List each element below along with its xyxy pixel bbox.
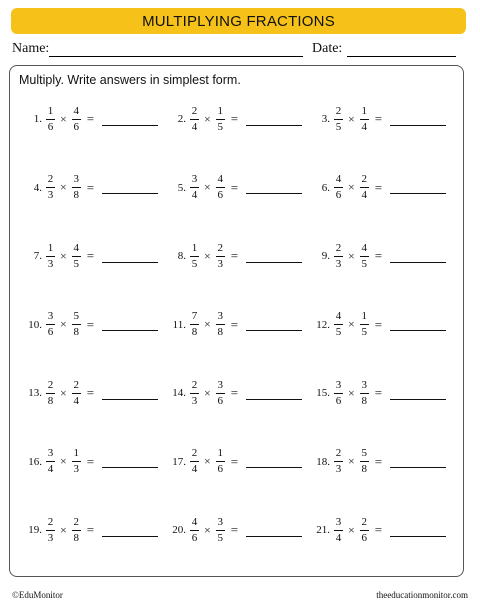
denominator: 5 bbox=[335, 326, 342, 338]
denominator: 8 bbox=[47, 394, 54, 407]
times-sign: × bbox=[60, 111, 67, 126]
equals-sign: = bbox=[230, 179, 239, 195]
fraction-bar bbox=[334, 256, 343, 257]
numerator: 1 bbox=[217, 104, 224, 117]
fraction-bar bbox=[72, 324, 81, 325]
fraction-b bbox=[72, 310, 81, 339]
denominator: 5 bbox=[217, 120, 224, 133]
equals-sign: = bbox=[230, 385, 239, 400]
fraction-b bbox=[216, 105, 225, 134]
fraction-a bbox=[46, 173, 55, 202]
problem-number: 5. bbox=[177, 181, 186, 194]
problem-item bbox=[166, 375, 302, 411]
name-label: Name: bbox=[12, 41, 50, 56]
denominator: 8 bbox=[73, 531, 80, 544]
times-sign: × bbox=[204, 317, 211, 331]
numerator: 3 bbox=[47, 447, 54, 459]
fraction-a bbox=[46, 105, 55, 134]
fraction-b bbox=[216, 310, 225, 339]
times-sign: × bbox=[204, 454, 211, 468]
answer-blank[interactable] bbox=[246, 125, 302, 126]
numerator: 3 bbox=[335, 515, 342, 528]
fraction-bar bbox=[216, 324, 225, 325]
fraction-bar bbox=[46, 461, 55, 462]
problem-item bbox=[166, 238, 302, 274]
equals-sign: = bbox=[374, 111, 383, 126]
denominator: 6 bbox=[47, 120, 54, 133]
problem-number: 17. bbox=[172, 455, 186, 468]
fraction-bar bbox=[190, 187, 199, 188]
fraction-a bbox=[190, 242, 199, 271]
problem-number: 2. bbox=[177, 113, 186, 125]
numerator: 2 bbox=[191, 378, 198, 391]
times-sign: × bbox=[204, 111, 211, 126]
problem-number: 7. bbox=[33, 250, 42, 262]
fraction-bar bbox=[72, 393, 81, 394]
fraction-bar bbox=[360, 119, 369, 120]
equals-sign: = bbox=[374, 179, 383, 195]
fraction-bar bbox=[190, 461, 199, 462]
fraction-bar bbox=[46, 393, 55, 394]
problem-number: 4. bbox=[33, 181, 42, 194]
answer-blank[interactable] bbox=[390, 193, 446, 194]
denominator: 3 bbox=[47, 257, 54, 270]
denominator: 4 bbox=[73, 394, 80, 407]
fraction-bar bbox=[46, 187, 55, 188]
fraction-bar bbox=[360, 530, 369, 531]
times-sign: × bbox=[204, 522, 211, 537]
numerator: 3 bbox=[361, 378, 368, 391]
denominator: 3 bbox=[73, 463, 80, 475]
numerator: 2 bbox=[73, 515, 80, 528]
numerator: 2 bbox=[361, 173, 368, 185]
problem-item bbox=[310, 444, 446, 480]
equals-sign: = bbox=[86, 385, 95, 400]
title-banner bbox=[11, 8, 466, 34]
problem-item bbox=[22, 238, 158, 274]
fraction-b bbox=[360, 105, 369, 134]
fraction-a bbox=[334, 447, 343, 476]
fraction-bar bbox=[190, 119, 199, 120]
instructions: Multiply. Write answers in simplest form. bbox=[19, 73, 241, 87]
problem-number: 11. bbox=[172, 318, 186, 331]
answer-blank[interactable] bbox=[246, 262, 302, 263]
equals-sign: = bbox=[230, 522, 239, 537]
fraction-bar bbox=[216, 461, 225, 462]
times-sign: × bbox=[348, 454, 355, 468]
problem-number: 12. bbox=[316, 318, 330, 331]
denominator: 4 bbox=[361, 189, 368, 201]
answer-blank[interactable] bbox=[390, 125, 446, 126]
numerator: 1 bbox=[47, 104, 54, 117]
numerator: 3 bbox=[191, 173, 198, 185]
equals-sign: = bbox=[86, 316, 95, 332]
numerator: 4 bbox=[73, 104, 80, 117]
denominator: 3 bbox=[217, 257, 224, 270]
fraction-bar bbox=[216, 119, 225, 120]
fraction-b bbox=[216, 516, 225, 545]
numerator: 5 bbox=[361, 447, 368, 459]
fraction-bar bbox=[334, 530, 343, 531]
equals-sign: = bbox=[86, 111, 95, 126]
problem-number: 19. bbox=[28, 524, 42, 536]
denominator: 8 bbox=[361, 394, 368, 407]
numerator: 4 bbox=[73, 241, 80, 254]
denominator: 6 bbox=[217, 189, 224, 201]
denominator: 6 bbox=[217, 463, 224, 475]
problem-item bbox=[166, 170, 302, 206]
fraction-bar bbox=[216, 187, 225, 188]
problem-number: 9. bbox=[321, 250, 330, 262]
times-sign: × bbox=[348, 522, 355, 537]
answer-blank[interactable] bbox=[246, 536, 302, 537]
numerator: 2 bbox=[361, 515, 368, 528]
problem-number: 20. bbox=[172, 524, 186, 536]
problem-item bbox=[166, 101, 302, 137]
problem-number: 21. bbox=[316, 524, 330, 536]
times-sign: × bbox=[348, 111, 355, 126]
answer-blank[interactable] bbox=[390, 536, 446, 537]
numerator: 1 bbox=[47, 241, 54, 254]
answer-blank[interactable] bbox=[102, 125, 158, 126]
answer-blank[interactable] bbox=[102, 536, 158, 537]
denominator: 6 bbox=[217, 394, 224, 407]
denominator: 6 bbox=[191, 531, 198, 544]
numerator: 4 bbox=[335, 173, 342, 185]
answer-blank[interactable] bbox=[390, 467, 446, 468]
answer-blank[interactable] bbox=[390, 262, 446, 263]
fraction-a bbox=[46, 447, 55, 476]
date-field-line[interactable] bbox=[347, 56, 456, 57]
denominator: 5 bbox=[191, 257, 198, 270]
denominator: 5 bbox=[361, 257, 368, 270]
problem-item bbox=[310, 170, 446, 206]
fraction-bar bbox=[190, 256, 199, 257]
fraction-a bbox=[46, 310, 55, 339]
fraction-bar bbox=[46, 119, 55, 120]
times-sign: × bbox=[60, 454, 67, 468]
denominator: 3 bbox=[47, 531, 54, 544]
numerator: 2 bbox=[47, 515, 54, 528]
equals-sign: = bbox=[374, 316, 383, 332]
denominator: 6 bbox=[335, 394, 342, 407]
problem-item bbox=[310, 512, 446, 548]
fraction-b bbox=[72, 173, 81, 202]
fraction-a bbox=[190, 105, 199, 134]
fraction-bar bbox=[334, 324, 343, 325]
denominator: 6 bbox=[361, 531, 368, 544]
fraction-b bbox=[216, 173, 225, 202]
answer-blank[interactable] bbox=[102, 330, 158, 331]
fraction-b bbox=[360, 173, 369, 202]
answer-blank[interactable] bbox=[102, 193, 158, 194]
fraction-a bbox=[190, 379, 199, 408]
fraction-bar bbox=[216, 393, 225, 394]
fraction-bar bbox=[334, 119, 343, 120]
equals-sign: = bbox=[86, 522, 95, 537]
problem-item bbox=[166, 307, 302, 343]
fraction-a bbox=[190, 310, 199, 339]
fraction-bar bbox=[334, 461, 343, 462]
denominator: 6 bbox=[73, 120, 80, 133]
fraction-bar bbox=[334, 393, 343, 394]
date-label: Date: bbox=[312, 41, 343, 56]
denominator: 4 bbox=[335, 531, 342, 544]
numerator: 1 bbox=[217, 447, 224, 459]
fraction-bar bbox=[190, 530, 199, 531]
problem-number: 6. bbox=[321, 181, 330, 194]
times-sign: × bbox=[204, 248, 211, 263]
numerator: 4 bbox=[217, 173, 224, 185]
numerator: 3 bbox=[47, 310, 54, 322]
fraction-bar bbox=[46, 324, 55, 325]
numerator: 4 bbox=[191, 515, 198, 528]
numerator: 3 bbox=[217, 310, 224, 322]
fraction-b bbox=[360, 516, 369, 545]
denominator: 6 bbox=[47, 326, 54, 338]
numerator: 2 bbox=[47, 173, 54, 185]
answer-blank[interactable] bbox=[390, 399, 446, 400]
answer-blank[interactable] bbox=[246, 330, 302, 331]
fraction-b bbox=[360, 242, 369, 271]
equals-sign: = bbox=[230, 248, 239, 263]
problem-item bbox=[166, 512, 302, 548]
numerator: 2 bbox=[191, 104, 198, 117]
numerator: 3 bbox=[335, 378, 342, 391]
denominator: 3 bbox=[335, 463, 342, 475]
denominator: 8 bbox=[73, 189, 80, 201]
problem-item bbox=[22, 170, 158, 206]
problem-number: 15. bbox=[316, 387, 330, 399]
fraction-b bbox=[216, 447, 225, 476]
fraction-a bbox=[190, 447, 199, 476]
equals-sign: = bbox=[86, 248, 95, 263]
numerator: 4 bbox=[361, 241, 368, 254]
problem-item bbox=[310, 101, 446, 137]
fraction-bar bbox=[190, 393, 199, 394]
problem-item bbox=[22, 444, 158, 480]
numerator: 2 bbox=[47, 378, 54, 391]
denominator: 3 bbox=[335, 257, 342, 270]
equals-sign: = bbox=[374, 453, 383, 469]
numerator: 5 bbox=[73, 310, 80, 322]
numerator: 1 bbox=[361, 310, 368, 322]
fraction-b bbox=[216, 242, 225, 271]
denominator: 3 bbox=[191, 394, 198, 407]
problem-number: 13. bbox=[28, 387, 42, 399]
name-field-line[interactable] bbox=[49, 56, 303, 57]
numerator: 2 bbox=[73, 378, 80, 391]
fraction-bar bbox=[334, 187, 343, 188]
times-sign: × bbox=[60, 385, 67, 400]
fraction-bar bbox=[190, 324, 199, 325]
times-sign: × bbox=[348, 317, 355, 331]
denominator: 4 bbox=[191, 189, 198, 201]
problem-number: 8. bbox=[177, 250, 186, 262]
denominator: 4 bbox=[47, 463, 54, 475]
equals-sign: = bbox=[230, 453, 239, 469]
fraction-a bbox=[46, 379, 55, 408]
times-sign: × bbox=[204, 385, 211, 400]
numerator: 1 bbox=[73, 447, 80, 459]
times-sign: × bbox=[204, 180, 211, 194]
page-title: MULTIPLYING FRACTIONS bbox=[142, 12, 335, 30]
equals-sign: = bbox=[374, 385, 383, 400]
equals-sign: = bbox=[230, 316, 239, 332]
fraction-a bbox=[46, 516, 55, 545]
fraction-bar bbox=[360, 324, 369, 325]
denominator: 8 bbox=[217, 326, 224, 338]
equals-sign: = bbox=[374, 248, 383, 263]
fraction-bar bbox=[72, 530, 81, 531]
answer-blank[interactable] bbox=[246, 467, 302, 468]
fraction-bar bbox=[360, 187, 369, 188]
denominator: 5 bbox=[73, 257, 80, 270]
fraction-bar bbox=[360, 461, 369, 462]
numerator: 3 bbox=[217, 378, 224, 391]
numerator: 2 bbox=[217, 241, 224, 254]
denominator: 5 bbox=[217, 531, 224, 544]
problem-item bbox=[310, 307, 446, 343]
numerator: 7 bbox=[191, 310, 198, 322]
denominator: 3 bbox=[47, 189, 54, 201]
numerator: 1 bbox=[191, 241, 198, 254]
numerator: 3 bbox=[73, 173, 80, 185]
fraction-b bbox=[72, 242, 81, 271]
fraction-a bbox=[334, 310, 343, 339]
problem-item bbox=[310, 375, 446, 411]
fraction-bar bbox=[72, 119, 81, 120]
fraction-bar bbox=[360, 393, 369, 394]
numerator: 2 bbox=[191, 447, 198, 459]
equals-sign: = bbox=[86, 453, 95, 469]
fraction-b bbox=[72, 516, 81, 545]
numerator: 1 bbox=[361, 104, 368, 117]
fraction-a bbox=[334, 516, 343, 545]
numerator: 2 bbox=[335, 104, 342, 117]
fraction-bar bbox=[216, 256, 225, 257]
problem-item bbox=[166, 444, 302, 480]
fraction-bar bbox=[72, 187, 81, 188]
denominator: 5 bbox=[335, 120, 342, 133]
fraction-bar bbox=[46, 530, 55, 531]
fraction-a bbox=[334, 379, 343, 408]
times-sign: × bbox=[60, 522, 67, 537]
fraction-b bbox=[360, 447, 369, 476]
times-sign: × bbox=[348, 248, 355, 263]
denominator: 8 bbox=[191, 326, 198, 338]
fraction-a bbox=[190, 173, 199, 202]
times-sign: × bbox=[60, 180, 67, 194]
answer-blank[interactable] bbox=[390, 330, 446, 331]
fraction-a bbox=[190, 516, 199, 545]
times-sign: × bbox=[60, 248, 67, 263]
problem-number: 10. bbox=[28, 318, 42, 331]
fraction-bar bbox=[216, 530, 225, 531]
fraction-b bbox=[360, 379, 369, 408]
problem-item bbox=[22, 375, 158, 411]
times-sign: × bbox=[348, 385, 355, 400]
denominator: 8 bbox=[73, 326, 80, 338]
denominator: 6 bbox=[335, 189, 342, 201]
answer-blank[interactable] bbox=[102, 467, 158, 468]
denominator: 4 bbox=[361, 120, 368, 133]
problem-item bbox=[22, 307, 158, 343]
denominator: 8 bbox=[361, 463, 368, 475]
fraction-b bbox=[360, 310, 369, 339]
fraction-b bbox=[72, 105, 81, 134]
denominator: 4 bbox=[191, 120, 198, 133]
footer-website: theeducationmonitor.com bbox=[376, 590, 468, 600]
fraction-b bbox=[72, 379, 81, 408]
times-sign: × bbox=[60, 317, 67, 331]
equals-sign: = bbox=[230, 111, 239, 126]
numerator: 2 bbox=[335, 241, 342, 254]
denominator: 4 bbox=[191, 463, 198, 475]
problem-number: 1. bbox=[33, 113, 42, 125]
footer-copyright: ©EduMonitor bbox=[12, 590, 63, 600]
problem-number: 3. bbox=[321, 113, 330, 125]
answer-blank[interactable] bbox=[102, 399, 158, 400]
times-sign: × bbox=[348, 180, 355, 194]
problem-number: 14. bbox=[172, 387, 186, 399]
answer-blank[interactable] bbox=[102, 262, 158, 263]
problem-item bbox=[22, 512, 158, 548]
denominator: 5 bbox=[361, 326, 368, 338]
fraction-a bbox=[334, 173, 343, 202]
problem-number: 16. bbox=[28, 455, 42, 468]
fraction-bar bbox=[72, 461, 81, 462]
answer-blank[interactable] bbox=[246, 193, 302, 194]
numerator: 3 bbox=[217, 515, 224, 528]
problem-item bbox=[22, 101, 158, 137]
fraction-a bbox=[334, 242, 343, 271]
numerator: 4 bbox=[335, 310, 342, 322]
answer-blank[interactable] bbox=[246, 399, 302, 400]
fraction-b bbox=[216, 379, 225, 408]
fraction-bar bbox=[360, 256, 369, 257]
fraction-bar bbox=[46, 256, 55, 257]
equals-sign: = bbox=[86, 179, 95, 195]
numerator: 2 bbox=[335, 447, 342, 459]
equals-sign: = bbox=[374, 522, 383, 537]
fraction-bar bbox=[72, 256, 81, 257]
fraction-a bbox=[334, 105, 343, 134]
problem-number: 18. bbox=[316, 455, 330, 468]
problem-item bbox=[310, 238, 446, 274]
fraction-a bbox=[46, 242, 55, 271]
fraction-b bbox=[72, 447, 81, 476]
